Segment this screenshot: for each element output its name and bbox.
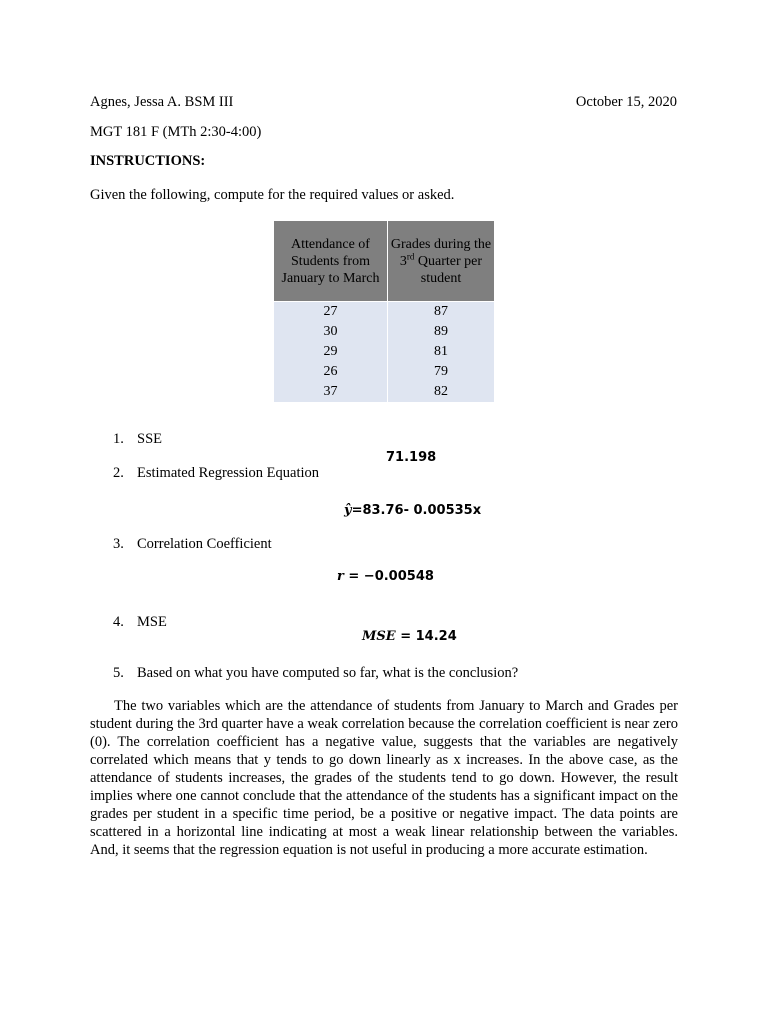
table-row: [274, 382, 494, 402]
question-2: 2. Estimated Regression Equation: [113, 465, 320, 481]
answer-mse: MSE = 14.24: [362, 629, 457, 644]
table-header-attendance: Attendance of Students from January to March: [274, 221, 388, 301]
instructions-heading: INSTRUCTIONS:: [90, 153, 206, 169]
course-line: MGT 181 F (MTh 2:30-4:00): [90, 124, 262, 140]
attendance-cell: 27: [274, 302, 388, 322]
question-4: 4. MSE: [113, 614, 167, 630]
question-5: 5. Based on what you have computed so far, what is the conclusion?: [113, 665, 519, 681]
grade-cell: 87: [388, 302, 495, 322]
attendance-cell: 29: [274, 342, 388, 362]
table-row: [274, 322, 494, 342]
grade-cell: 82: [388, 382, 495, 402]
document-date: October 15, 2020: [575, 94, 677, 110]
table-header-grades: Grades during the 3rd Quarter per student: [388, 221, 495, 301]
question-1: 1. SSE: [113, 431, 162, 447]
student-name: Agnes, Jessa A. BSM III: [90, 94, 234, 110]
grade-cell: 81: [388, 342, 495, 362]
instructions-text: Given the following, compute for the required values or asked.: [90, 187, 455, 203]
table-header-row: [274, 221, 494, 301]
grade-cell: 89: [388, 322, 495, 342]
attendance-cell: 26: [274, 362, 388, 382]
attendance-cell: 37: [274, 382, 388, 402]
table-row: [274, 362, 494, 382]
attendance-cell: 30: [274, 322, 388, 342]
grade-cell: 79: [388, 362, 495, 382]
answer-sse: 71.198: [386, 450, 437, 465]
table-row: [274, 342, 494, 362]
answer-regression-equation: ŷ=83.76- 0.00535x: [344, 503, 482, 518]
question-3: 3. Correlation Coefficient: [113, 536, 272, 552]
conclusion-paragraph: The two variables which are the attendance of students from January to March and Grades per student during the 3rd quarter have a weak correlation because the correlation coefficient is near zero (0). The correlation coefficient has a negative value, suggests that the variables are negatively correlated which means that y tends to go down linearly as x increases. In the above case, as the attendance of students increases, the grades of the students tend to go down. However, the result implies where one cannot conclude that the attendance of the students has a significant impact on the grades per student in a specific time period, be a positive or negative impact. The data points are scattered in a horizontal line indicating at most a weak linear relationship between the variables. And, it seems that the regression equation is not useful in producing a more accurate estimation.: [90, 698, 678, 858]
data-table: [274, 221, 494, 402]
answer-correlation: r = −0.00548: [337, 569, 434, 584]
table-row: [274, 302, 494, 322]
